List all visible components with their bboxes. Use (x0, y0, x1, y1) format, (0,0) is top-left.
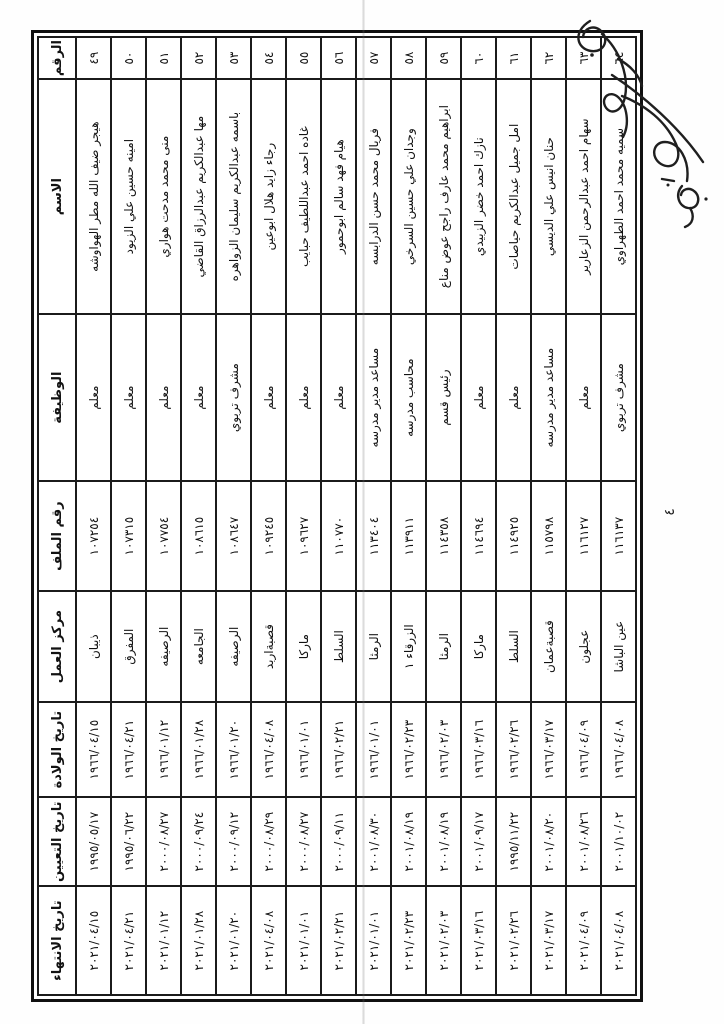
personnel-table-frame (31, 30, 643, 1002)
cell-hire-date: ٢٠٠٠/٠٩/٢٤ (181, 797, 216, 886)
cell-no: ٦٠ (461, 37, 496, 79)
cell-file-no: ١١٤٣٥٨ (426, 481, 461, 591)
table-row (286, 37, 321, 995)
cell-name: هيجر ضيف الله مطر الهواوشه (76, 79, 111, 314)
cell-job: مشرف تربوي (216, 314, 251, 481)
cell-job: معلم (286, 314, 321, 481)
cell-job: معلم (181, 314, 216, 481)
cell-end-date: ٢٠٢١/٠١/٢٠ (216, 886, 251, 995)
cell-work-center: الرمثا (356, 591, 391, 702)
cell-work-center: قصبةاربد (251, 591, 286, 702)
cell-hire-date: ٢٠٠١/٠٩/١٧ (461, 797, 496, 886)
cell-name: ابراهيم محمد عارف راجح عوض مناع (426, 79, 461, 314)
cell-no: ٥٠ (111, 37, 146, 79)
cell-birth-date: ١٩٦٦/٠٤/١٥ (76, 702, 111, 797)
cell-end-date: ٢٠٢١/٠٣/١٧ (531, 886, 566, 995)
cell-work-center: الجامعه (181, 591, 216, 702)
cell-name: باسمه عبدالكريم سليمان الزواهره (216, 79, 251, 314)
cell-work-center: السلط (321, 591, 356, 702)
cell-end-date: ٢٠٢١/٠٤/٠٨ (251, 886, 286, 995)
cell-hire-date: ٢٠٠١/٠٨/٢٦ (566, 797, 601, 886)
cell-birth-date: ١٩٦٦/٠٤/٢١ (111, 702, 146, 797)
cell-work-center: الرمثا (426, 591, 461, 702)
cell-hire-date: ٢٠٠٠/٠٩/١١ (321, 797, 356, 886)
header-work-center: مركز العمل (38, 591, 76, 702)
header-hire-date: تاريخ التعيين (38, 797, 76, 886)
cell-hire-date: ١٩٩٥/١١/٢٢ (496, 797, 531, 886)
cell-birth-date: ١٩٦٦/٠١/٠١ (286, 702, 321, 797)
cell-job: معلم (496, 314, 531, 481)
cell-no: ٥٤ (251, 37, 286, 79)
cell-name: مها عبدالكريم عبدالرزاق القاضي (181, 79, 216, 314)
cell-birth-date: ١٩٦٦/٠٢/٢١ (321, 702, 356, 797)
cell-file-no: ١١٥٧٩٨ (531, 481, 566, 591)
cell-work-center: ماركا (461, 591, 496, 702)
cell-birth-date: ١٩٦٦/٠٢/٢٦ (496, 702, 531, 797)
header-end-date: تاريخ الانتهاء (38, 886, 76, 995)
table-body (76, 37, 636, 995)
cell-file-no: ١١٦١٣٧ (601, 481, 636, 591)
cell-job: مشرف تربوي (601, 314, 636, 481)
cell-file-no: ١١٣٩١١ (391, 481, 426, 591)
cell-name: غاده احمد عبداللطيف حبايب (286, 79, 321, 314)
cell-end-date: ٢٠٢١/٠٢/٢٦ (496, 886, 531, 995)
cell-file-no: ١٠٨٦١٥ (181, 481, 216, 591)
header-row (38, 37, 76, 995)
cell-name: سميه محمد احمد الطهراوي (601, 79, 636, 314)
cell-name: نازك احمد خضر الزبيدي (461, 79, 496, 314)
cell-hire-date: ٢٠٠١/٠٨/١٩ (391, 797, 426, 886)
cell-file-no: ١٠٨٦٤٧ (216, 481, 251, 591)
cell-work-center: ذيبان (76, 591, 111, 702)
cell-end-date: ٢٠٢١/٠٤/٢١ (111, 886, 146, 995)
cell-file-no: ١٠٩٦٢٧ (286, 481, 321, 591)
cell-no: ٥٨ (391, 37, 426, 79)
table-row (76, 37, 111, 995)
cell-name: سهام احمد عبدالرحمن الزعارير (566, 79, 601, 314)
cell-no: ٥١ (146, 37, 181, 79)
cell-hire-date: ١٩٩٥/٠٥/١٧ (76, 797, 111, 886)
cell-birth-date: ١٩٦٦/٠١/١٢ (146, 702, 181, 797)
cell-file-no: ١٠٧٣١٥ (111, 481, 146, 591)
cell-work-center: عجلون (566, 591, 601, 702)
table-row (356, 37, 391, 995)
table-row (251, 37, 286, 995)
cell-job: رئيس قسم (426, 314, 461, 481)
cell-end-date: ٢٠٢١/٠٢/٢٣ (391, 886, 426, 995)
cell-end-date: ٢٠٢١/٠٣/١٦ (461, 886, 496, 995)
cell-no: ٥٢ (181, 37, 216, 79)
header-job: الوظيفة (38, 314, 76, 481)
cell-work-center: قصبةعمان (531, 591, 566, 702)
cell-no: ٥٧ (356, 37, 391, 79)
cell-file-no: ١١٦١٢٧ (566, 481, 601, 591)
header-file-no: رقم الملف (38, 481, 76, 591)
cell-hire-date: ٢٠٠٠/٠٩/١٢ (216, 797, 251, 886)
cell-birth-date: ١٩٦٦/٠٢/٠٣ (426, 702, 461, 797)
cell-no: ٥٦ (321, 37, 356, 79)
cell-hire-date: ٢٠٠٠/٠٨/٢٧ (286, 797, 321, 886)
cell-job: مساعد مدير مدرسه (531, 314, 566, 481)
table-row (321, 37, 356, 995)
cell-job: مساعد مدير مدرسه (356, 314, 391, 481)
cell-hire-date: ٢٠٠٠/٠٨/٢٩ (251, 797, 286, 886)
cell-name: منى محمد مدحت هواري (146, 79, 181, 314)
cell-end-date: ٢٠٢١/٠٢/٠٣ (426, 886, 461, 995)
header-birth-date: تاريخ الولادة (38, 702, 76, 797)
cell-hire-date: ١٩٩٥/٠٦/٢٢ (111, 797, 146, 886)
table-row (181, 37, 216, 995)
cell-work-center: الزرقاء ١ (391, 591, 426, 702)
table-row (461, 37, 496, 995)
cell-no: ٦١ (496, 37, 531, 79)
cell-name: حنان انيس علي الديسي (531, 79, 566, 314)
cell-no: ٦٢ (531, 37, 566, 79)
cell-no: ٦٣ (566, 37, 601, 79)
cell-hire-date: ٢٠٠١/٠٨/٣٠ (356, 797, 391, 886)
cell-file-no: ١١٠٧٧٠ (321, 481, 356, 591)
cell-hire-date: ٢٠٠١/٠٨/١٩ (426, 797, 461, 886)
cell-name: وجدان علي حسين السرخي (391, 79, 426, 314)
cell-work-center: السلط (496, 591, 531, 702)
cell-name: هيام فهد سالم ابوحمور (321, 79, 356, 314)
cell-file-no: ١٠٧٢٥٤ (76, 481, 111, 591)
cell-job: معلم (566, 314, 601, 481)
cell-no: ٥٣ (216, 37, 251, 79)
cell-no: ٥٩ (426, 37, 461, 79)
cell-end-date: ٢٠٢١/٠١/٢٨ (181, 886, 216, 995)
cell-hire-date: ٢٠٠١/٠٨/٢٠ (531, 797, 566, 886)
cell-work-center: الرصيفه (146, 591, 181, 702)
table-row (496, 37, 531, 995)
cell-work-center: عين الباشا (601, 591, 636, 702)
cell-end-date: ٢٠٢١/٠٤/١٥ (76, 886, 111, 995)
cell-work-center: المفرق (111, 591, 146, 702)
table-row (426, 37, 461, 995)
cell-birth-date: ١٩٦٦/٠٤/٠٩ (566, 702, 601, 797)
cell-end-date: ٢٠٢١/٠١/١٢ (146, 886, 181, 995)
cell-end-date: ٢٠٢١/٠٤/٠٩ (566, 886, 601, 995)
cell-work-center: الرصيفه (216, 591, 251, 702)
cell-no: ٥٥ (286, 37, 321, 79)
cell-job: معلم (146, 314, 181, 481)
cell-birth-date: ١٩٦٦/٠١/٠١ (356, 702, 391, 797)
cell-end-date: ٢٠٢١/٠١/٠١ (286, 886, 321, 995)
page-number: ٤ (662, 508, 678, 516)
cell-end-date: ٢٠٢١/٠٢/٢١ (321, 886, 356, 995)
cell-birth-date: ١٩٦٦/٠٣/١٦ (461, 702, 496, 797)
handwritten-signature-icon (560, 4, 722, 248)
cell-job: معلم (461, 314, 496, 481)
table-row (111, 37, 146, 995)
cell-file-no: ١٠٧٧٥٤ (146, 481, 181, 591)
cell-job: معلم (111, 314, 146, 481)
cell-job: معلم (76, 314, 111, 481)
cell-end-date: ٢٠٢١/٠٤/٠٨ (601, 886, 636, 995)
cell-birth-date: ١٩٦٦/٠٣/١٧ (531, 702, 566, 797)
header-name: الاسم (38, 79, 76, 314)
table-row (391, 37, 426, 995)
cell-hire-date: ٢٠٠١/١٠/٠٢ (601, 797, 636, 886)
cell-end-date: ٢٠٢١/٠١/٠١ (356, 886, 391, 995)
cell-job: معلم (321, 314, 356, 481)
cell-file-no: ١١٤٩٢٥ (496, 481, 531, 591)
cell-birth-date: ١٩٦٦/٠١/٢٠ (216, 702, 251, 797)
cell-name: امينه حسين علي الزيود (111, 79, 146, 314)
cell-file-no: ١١٣٤٠٤ (356, 481, 391, 591)
cell-hire-date: ٢٠٠٠/٠٨/٢٧ (146, 797, 181, 886)
header-no: الرقم (38, 37, 76, 79)
cell-no: ٤٩ (76, 37, 111, 79)
cell-job: محاسب مدرسه (391, 314, 426, 481)
cell-name: فريال محمد حسن الدرابسه (356, 79, 391, 314)
cell-name: رجاء زايد هلال ابوعين (251, 79, 286, 314)
cell-file-no: ١٠٩٢٤٥ (251, 481, 286, 591)
cell-job: معلم (251, 314, 286, 481)
cell-work-center: ماركا (286, 591, 321, 702)
cell-birth-date: ١٩٦٦/٠٢/٢٣ (391, 702, 426, 797)
table-row (146, 37, 181, 995)
cell-name: امل جميل عبدالكريم حياصات (496, 79, 531, 314)
cell-no: ٦٤ (601, 37, 636, 79)
cell-file-no: ١١٤٦٩٤ (461, 481, 496, 591)
cell-birth-date: ١٩٦٦/٠١/٢٨ (181, 702, 216, 797)
personnel-table (37, 36, 637, 996)
cell-birth-date: ١٩٦٦/٠٤/٠٨ (601, 702, 636, 797)
cell-birth-date: ١٩٦٦/٠٤/٠٨ (251, 702, 286, 797)
table-row (216, 37, 251, 995)
